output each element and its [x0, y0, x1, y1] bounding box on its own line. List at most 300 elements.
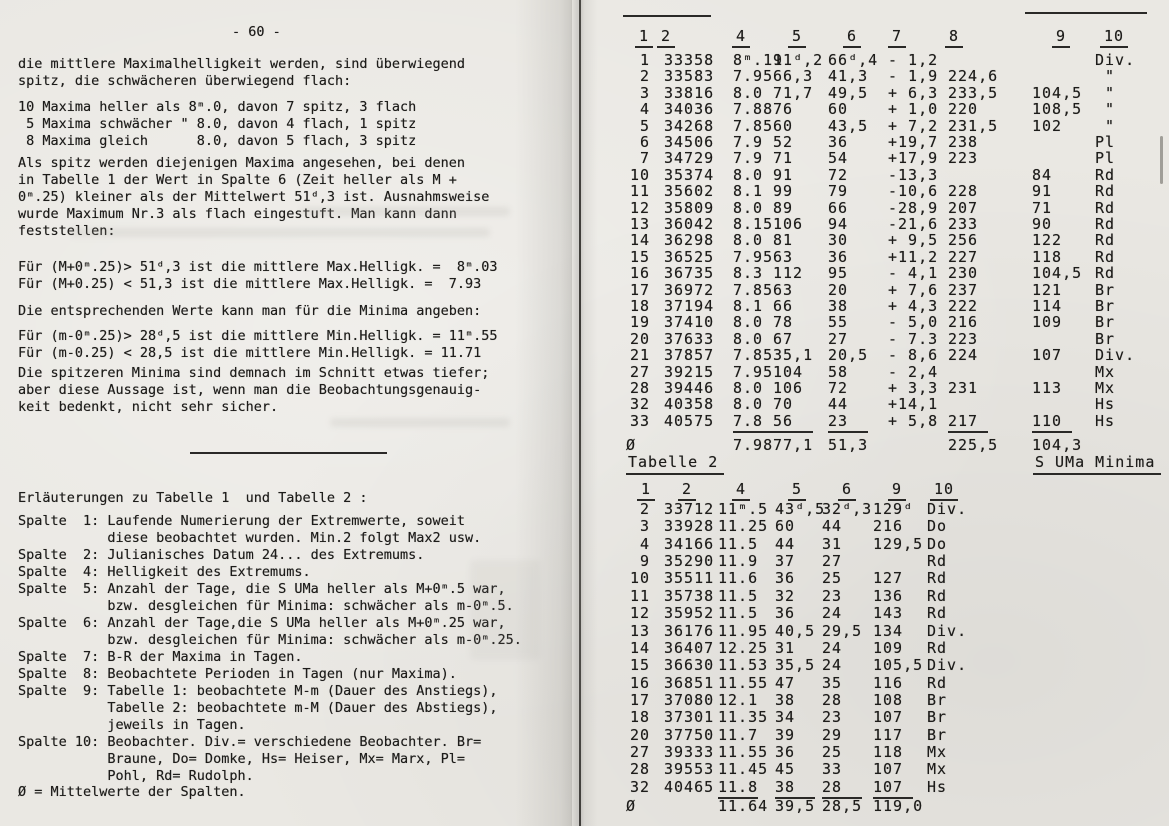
table2-cell: 24 [822, 604, 843, 623]
table2-caption: Tabelle 2 [626, 455, 724, 475]
table2-cell: 35 [822, 673, 843, 692]
table1-cell: + 9,5 [888, 231, 939, 250]
table2-cell: 2 [639, 500, 650, 518]
table2-cell: 28 [629, 760, 650, 779]
table2-cell: 60 [775, 517, 796, 536]
table2-cell: 11.53 [718, 656, 769, 675]
table1-cell: " [1095, 67, 1116, 86]
table2-cell: 40465 [664, 777, 715, 796]
table1-cell: -21,6 [888, 215, 939, 233]
text-line: Tabelle 2: beobachtete m-M (Dauer des Abstiegs), [18, 700, 498, 716]
table2-cell: 36407 [664, 638, 715, 657]
table1-cell: Hs [1095, 411, 1116, 430]
table1-cell: 8.0 [733, 395, 764, 414]
table2-cell: 37 [775, 552, 796, 570]
table2-cell: Div. [927, 656, 968, 675]
right-page [580, 0, 1169, 826]
table1-cell: 32 [629, 395, 650, 414]
table1-cell: 71 [773, 149, 794, 168]
table1-cell: 79 [828, 182, 849, 201]
table1-cell: 38 [828, 297, 849, 315]
table2-cell: 35952 [664, 604, 715, 623]
text-line: Spalte 8: Beobachtete Perioden in Tagen (nur Maxima). [18, 666, 457, 682]
table1-cell: 8.1 [733, 297, 764, 315]
table1-cell: 233 [948, 215, 979, 233]
table1-cell: 40575 [664, 411, 715, 430]
table1-cell: Rd [1095, 231, 1116, 250]
table1-cell: 224,6 [948, 67, 999, 86]
table1-cell: 60 [828, 100, 849, 119]
table2-cell: 45 [775, 760, 796, 779]
table2-header: 6 [838, 482, 856, 501]
table2-cell: 36851 [664, 673, 715, 692]
table1-cell: 8.0 [733, 329, 764, 348]
text-line: Spalte 7: B-R der Maxima in Tagen. [18, 649, 303, 665]
table1-cell: 220 [948, 100, 979, 119]
table2-header: 9 [888, 482, 906, 501]
table2-cell: 10 [629, 569, 650, 588]
table1-cell: 7.85 [733, 346, 774, 365]
text-line: feststellen: [18, 223, 116, 239]
page-number: - 60 - [232, 24, 281, 40]
table2-cell: 36 [775, 569, 796, 588]
table2-cell: 33928 [664, 517, 715, 536]
table1-header: 1 [635, 29, 653, 48]
table1-cell: 20 [828, 280, 849, 299]
table1-cell: 35374 [664, 165, 715, 184]
table2-cell: Rd [927, 569, 948, 588]
table1-cell: 78 [773, 313, 794, 332]
text-line: Spalte 2: Julianisches Datum 24... des Extremums. [18, 547, 425, 563]
table2-cell: 17 [629, 690, 650, 709]
table1-cell: 99 [773, 182, 794, 201]
table1-cell: 228 [948, 182, 979, 201]
text-line: bzw. desgleichen für Minima: schwächer als m-0ᵐ.5. [18, 598, 514, 614]
table1-cell: 36 [828, 133, 849, 151]
table1-cell: + 7,6 [888, 280, 939, 299]
table1-cell: 63 [773, 247, 794, 266]
table1-cell: 39215 [664, 362, 715, 381]
table2-cell: 3 [639, 517, 650, 536]
table1-cell: 10 [629, 165, 650, 184]
table2-cell: 105,5 [873, 656, 924, 675]
text-line: spitz, die schwächeren überwiegend flach: [18, 73, 352, 89]
erlaeuterungen-heading: Erläuterungen zu Tabelle 1 und Tabelle 2 : [18, 490, 368, 506]
table1-cell: 66ᵈ,4 [828, 51, 879, 69]
table1-cell: Rd [1095, 198, 1116, 217]
table1-cell: -28,9 [888, 198, 939, 217]
table1-cell: +17,9 [888, 149, 939, 168]
table2-cell: Rd [927, 552, 948, 570]
table2-cell: 11 [629, 586, 650, 605]
table1-cell: 8.0 [733, 198, 764, 217]
table2-cell: 36176 [664, 621, 715, 640]
table1-cell: 8.3 [733, 264, 764, 283]
table2-cell: 32 [775, 586, 796, 605]
table1-cell: 34506 [664, 133, 715, 151]
table1-cell: - 4,1 [888, 264, 939, 283]
table2-mean-cell: 39,5 [775, 797, 816, 815]
table1-cell: 66,3 [773, 67, 814, 86]
table2-cell: 109 [873, 638, 904, 657]
table2-cell: 39553 [664, 760, 715, 779]
table1-cell: Rd [1095, 165, 1116, 184]
table1-cell: - 7.3 [888, 329, 939, 348]
table1-cell: +14,1 [888, 395, 939, 414]
table2-cell: 11.7 [718, 725, 759, 744]
table1-cell: 122 [1032, 231, 1063, 250]
table1-cell: 8.0 [733, 231, 764, 250]
table2-cell: 24 [822, 656, 843, 675]
text-line: jeweils in Tagen. [18, 717, 246, 733]
table1-cell: 110 [1032, 414, 1072, 433]
table1-cell: 104,5 [1032, 83, 1083, 102]
table1-cell: 227 [948, 247, 979, 266]
table2-cell: 11.6 [718, 569, 759, 588]
table1-cell: 91ᵈ,2 [773, 51, 824, 69]
table1-cell: 35809 [664, 198, 715, 217]
table1-cell: 36525 [664, 247, 715, 266]
table1-cell: 37194 [664, 297, 715, 315]
table1-cell: 23 [828, 414, 868, 433]
table1-cell: 34729 [664, 149, 715, 168]
table1-cell: 20 [629, 329, 650, 348]
table1-cell: " [1095, 83, 1116, 102]
table1-cell: 33583 [664, 67, 715, 86]
text-line: 8 Maxima gleich 8.0, davon 5 flach, 3 spitz [18, 133, 417, 149]
text-line: Für (M+0ᵐ.25)> 51ᵈ,3 ist die mittlere Max.Helligk. = 8ᵐ.03 [18, 259, 498, 275]
text-line: wurde Maximum Nr.3 als flach eingestuft. Man kann dann [18, 206, 457, 222]
table1-cell: 43,5 [828, 116, 869, 135]
table2-cell: 11.5 [718, 534, 759, 553]
table2-cell: 31 [775, 638, 796, 657]
table1-cell: 15 [629, 247, 650, 266]
table2-cell: 29,5 [822, 621, 863, 640]
text-line: Spalte 6: Anzahl der Tage,die S UMa heller als M+0ᵐ.25 war, [18, 615, 506, 631]
table1-header: 7 [888, 29, 906, 48]
table2-cell: 25 [822, 569, 843, 588]
table1-cell: 34268 [664, 116, 715, 135]
bleedthrough-smudge [330, 418, 510, 427]
table2-header: 4 [732, 482, 750, 501]
table2-cell: 23 [822, 708, 843, 727]
text-line: 10 Maxima heller als 8ᵐ.0, davon 7 spitz, 3 flach [18, 99, 417, 115]
left-page [0, 0, 572, 826]
table2-cell: 25 [822, 742, 843, 761]
table2-cell: 11.9 [718, 552, 759, 570]
table1-cell: 94 [828, 215, 849, 233]
table1-cell: 67 [773, 329, 794, 348]
table2-cell: 36 [775, 742, 796, 761]
table1-cell: 7.9 [733, 133, 764, 151]
text-line: Für (m-0ᵐ.25)> 28ᵈ,5 ist die mittlere Min.Helligk. = 11ᵐ.55 [18, 328, 498, 344]
table1-cell: Pl [1095, 149, 1116, 168]
table1-cell: 35602 [664, 182, 715, 201]
table2-cell: 28 [822, 690, 843, 709]
table2-cell: 20 [629, 725, 650, 744]
table1-cell: + 4,3 [888, 297, 939, 315]
table1-cell: + 6,3 [888, 83, 939, 102]
table1-header: 5 [788, 29, 806, 48]
table1-cell: + 3,3 [888, 379, 939, 397]
table2-cell: 11.45 [718, 760, 769, 779]
table2-header: 5 [788, 482, 806, 501]
table1-cell: 107 [1032, 346, 1063, 365]
table1-header: 4 [732, 29, 750, 48]
table1-cell: 8ᵐ.11 [733, 51, 784, 69]
table2-cell: 37750 [664, 725, 715, 744]
table1-cell: 6 [639, 133, 650, 151]
table1-cell: 84 [1032, 165, 1053, 184]
table1-cell: 7.8 [733, 414, 773, 433]
table1-cell: 66 [773, 297, 794, 315]
table2-cell: 129ᵈ [873, 500, 914, 518]
table1-cell: + 1,0 [888, 100, 939, 119]
table1-cell: 8.0 [733, 165, 764, 184]
table1-cell: 91 [773, 165, 794, 184]
table1-cell: 216 [948, 313, 979, 332]
table2-cell: 11.25 [718, 517, 769, 536]
table1-cell: 8.15 [733, 215, 774, 233]
table1-cell: 7.9 [733, 149, 764, 168]
table2-cell: 143 [873, 604, 904, 623]
table1-cell: 4 [639, 100, 650, 119]
table2-cell: 33 [822, 760, 843, 779]
table1-cell: 28 [629, 379, 650, 397]
table1-cell: 49,5 [828, 83, 869, 102]
table1-cell: 76 [773, 100, 794, 119]
table2-cell: Hs [927, 777, 948, 796]
table1-cell: + 7,2 [888, 116, 939, 135]
table2-cell: 31 [822, 534, 843, 553]
table1-cell: 1 [639, 51, 650, 69]
table2-cell: 12 [629, 604, 650, 623]
table2-cell: 136 [873, 586, 904, 605]
table1-cell: 12 [629, 198, 650, 217]
table1-cell: 21 [629, 346, 650, 365]
text-line: in Tabelle 1 der Wert in Spalte 6 (Zeit heller als M + [18, 172, 457, 188]
table2-cell: 37301 [664, 708, 715, 727]
text-line: Die spitzeren Minima sind demnach im Schnitt etwas tiefer; [18, 365, 490, 381]
table2-cell: 32 [629, 777, 650, 796]
table1-cell: 7.88 [733, 100, 774, 119]
table1-cell: -13,3 [888, 165, 939, 184]
table2-cell: 117 [873, 725, 904, 744]
table2-cell: 11.55 [718, 673, 769, 692]
table2-cell: 28 [822, 780, 862, 799]
table1-cell: 106 [773, 379, 804, 397]
table2-cell: 11ᵐ.5 [718, 500, 769, 518]
table1-cell: 112 [773, 264, 804, 283]
table2-cell: 37080 [664, 690, 715, 709]
table1-cell: 2 [639, 67, 650, 86]
table1-cell: 72 [828, 379, 849, 397]
table1-cell: +19,7 [888, 133, 939, 151]
table2-cell: 14 [629, 638, 650, 657]
table2-cell: 11.5 [718, 586, 759, 605]
table2-cell: 18 [629, 708, 650, 727]
paragraph-maxima-shape [18, 56, 465, 90]
table1-cell: 7.85 [733, 116, 774, 135]
table2-cell: 108 [873, 690, 904, 709]
table1-cell: 30 [828, 231, 849, 250]
table1-cell: 11 [629, 182, 650, 201]
table2-cell: 107 [873, 760, 904, 779]
table1-cell: 108,5 [1032, 100, 1083, 119]
table1-cell: 109 [1032, 313, 1063, 332]
table1-cell: 106 [773, 215, 804, 233]
table1-cell: 33 [629, 411, 650, 430]
table2-cell: Do [927, 534, 948, 553]
table1-cell: 41,3 [828, 67, 869, 86]
table1-cell: 36735 [664, 264, 715, 283]
table1-mean-cell: 7.98 [733, 436, 774, 454]
text-line: 5 Maxima schwächer " 8.0, davon 4 flach, 1 spitz [18, 116, 417, 132]
table2-cell: 11.8 [718, 780, 758, 799]
text-line: Die entsprechenden Werte kann man für die Minima angeben: [18, 303, 482, 319]
table2-cell: 12.25 [718, 638, 769, 657]
table1-cell: 19 [629, 313, 650, 332]
table2-cell: 32ᵈ,3 [822, 500, 873, 518]
text-line: bzw. desgleichen für Minima: schwächer als m-0ᵐ.25. [18, 632, 522, 648]
text-line: Für (m-0.25) < 28,5 ist die mittlere Min.Helligk. = 11.71 [18, 345, 482, 361]
table1-cell: 39446 [664, 379, 715, 397]
table1-cell: 231 [948, 379, 979, 397]
table1-cell: 33816 [664, 83, 715, 102]
table1-mean-cell: 225,5 [948, 436, 999, 454]
table1-cell: 95 [828, 264, 849, 283]
table2-cell: Rd [927, 604, 948, 623]
table1-cell: 37857 [664, 346, 715, 365]
table1-cell: 3 [639, 83, 650, 102]
bleedthrough-smudge [70, 228, 490, 237]
table1-cell: 104,5 [1032, 264, 1083, 283]
table1-cell: 36972 [664, 280, 715, 299]
text-line: Spalte 10: Beobachter. Div.= verschiedene Beobachter. Br= [18, 734, 482, 750]
table2-cell: 27 [822, 552, 843, 570]
table2-header: 1 [637, 482, 655, 501]
text-line: Spalte 9: Tabelle 1: beobachtete M-m (Dauer des Anstiegs), [18, 683, 498, 699]
table1-cell: 33358 [664, 51, 715, 69]
page-edge-mark [1160, 136, 1163, 184]
table2-cell: Br [927, 690, 948, 709]
table1-cell: Div. [1095, 51, 1136, 69]
table1-cell: 16 [629, 264, 650, 283]
table1-cell: 256 [948, 231, 979, 250]
text-line: Pohl, Rd= Rudolph. [18, 768, 254, 784]
table1-header: 8 [945, 29, 963, 48]
paragraph-conclusion [18, 365, 489, 416]
table2-cell: 11.35 [718, 708, 769, 727]
table2-cell: 44 [775, 534, 796, 553]
table1-cell: Br [1095, 280, 1116, 299]
table2-cell: 27 [629, 742, 650, 761]
table1-mean-cell: 51,3 [828, 436, 869, 454]
table1-cell: " [1095, 100, 1116, 119]
table1-cell: 27 [629, 362, 650, 381]
table1-cell: 58 [828, 362, 849, 381]
table1-header: 9 [1052, 29, 1070, 48]
table1-header: 6 [843, 29, 861, 48]
table2-cell: 11.95 [718, 621, 769, 640]
table2-mean-cell: 28,5 [822, 797, 863, 815]
table2-cell: 107 [873, 780, 913, 799]
table1-cell: 113 [1032, 379, 1063, 397]
table2-cell: Mx [927, 760, 948, 779]
table1-cell: Rd [1095, 182, 1116, 201]
table1-cell: 14 [629, 231, 650, 250]
table2-cell: 118 [873, 742, 904, 761]
table1-cell: Mx [1095, 362, 1116, 381]
table1-cell: 56 [773, 414, 813, 433]
table1-cell: 60 [773, 116, 794, 135]
text-line: Als spitz werden diejenigen Maxima angesehen, bei denen [18, 155, 466, 171]
table1-cell: 36 [828, 247, 849, 266]
table2-cell: 9 [639, 552, 650, 570]
table1-cell: " [1095, 116, 1116, 135]
table2-cell: 134 [873, 621, 904, 640]
table2-cell: 15 [629, 656, 650, 675]
table1-cell: 90 [1032, 215, 1053, 233]
table2-cell: 4 [639, 534, 650, 553]
table1-cell: 207 [948, 198, 979, 217]
table1-cell: 7.95 [733, 247, 774, 266]
table2-cell: Do [927, 517, 948, 536]
text-line: aber diese Aussage ist, wenn man die Beobachtungsgenauig- [18, 382, 482, 398]
table1-cell: 8.0 [733, 83, 764, 102]
table1-cell: 89 [773, 198, 794, 217]
table2-cell: 36630 [664, 656, 715, 675]
table2-cell: 35511 [664, 569, 715, 588]
table2-cell: Rd [927, 586, 948, 605]
table1-cell: Pl [1095, 133, 1116, 151]
section-divider-rule [190, 452, 387, 454]
table1-cell: 231,5 [948, 116, 999, 135]
table1-cell: 223 [948, 329, 979, 348]
table2-header: 10 [930, 482, 958, 501]
table1-cell: -10,6 [888, 182, 939, 201]
table2-mean-cell: 119,0 [873, 797, 924, 815]
table2-cell: 35290 [664, 552, 715, 570]
table1-cell: 44 [828, 395, 849, 414]
table1-cell: 8.0 [733, 379, 764, 397]
table1-cell: 7.95 [733, 67, 774, 86]
table1-cell: 114 [1032, 297, 1063, 315]
table2-cell: 11.55 [718, 742, 769, 761]
table2-mean-cell: 11.64 [718, 797, 769, 815]
table1-header: 10 [1100, 29, 1128, 48]
table1-cell: Mx [1095, 379, 1116, 397]
table2-cell: 12.1 [718, 690, 759, 709]
table1-cell: Rd [1095, 247, 1116, 266]
table1-cell: Br [1095, 313, 1116, 332]
table1-cell: Br [1095, 329, 1116, 348]
table2-cell: 216 [873, 517, 904, 536]
table2-cell: 39333 [664, 742, 715, 761]
table1-cell: 223 [948, 149, 979, 168]
maxima-statistics-lines [18, 99, 416, 150]
s-uma-minima-caption: S UMa Minima [1033, 455, 1161, 475]
table2-cell: Div. [927, 621, 968, 640]
text-line: 0ᵐ.25) kleiner als der Mittelwert 51ᵈ,3 ist. Ausnahmsweise [18, 189, 490, 205]
text-line: keit bedenkt, nicht sehr sicher. [18, 399, 279, 415]
table1-cell: 91 [1032, 182, 1053, 201]
table1-cell: 70 [773, 395, 794, 414]
text-line: die mittlere Maximalhelligkeit werden, sind überwiegend [18, 56, 466, 72]
table2-minima [580, 0, 1169, 826]
bleedthrough-smudge [300, 207, 510, 216]
text-line: Spalte 4: Helligkeit des Extremums. [18, 564, 311, 580]
